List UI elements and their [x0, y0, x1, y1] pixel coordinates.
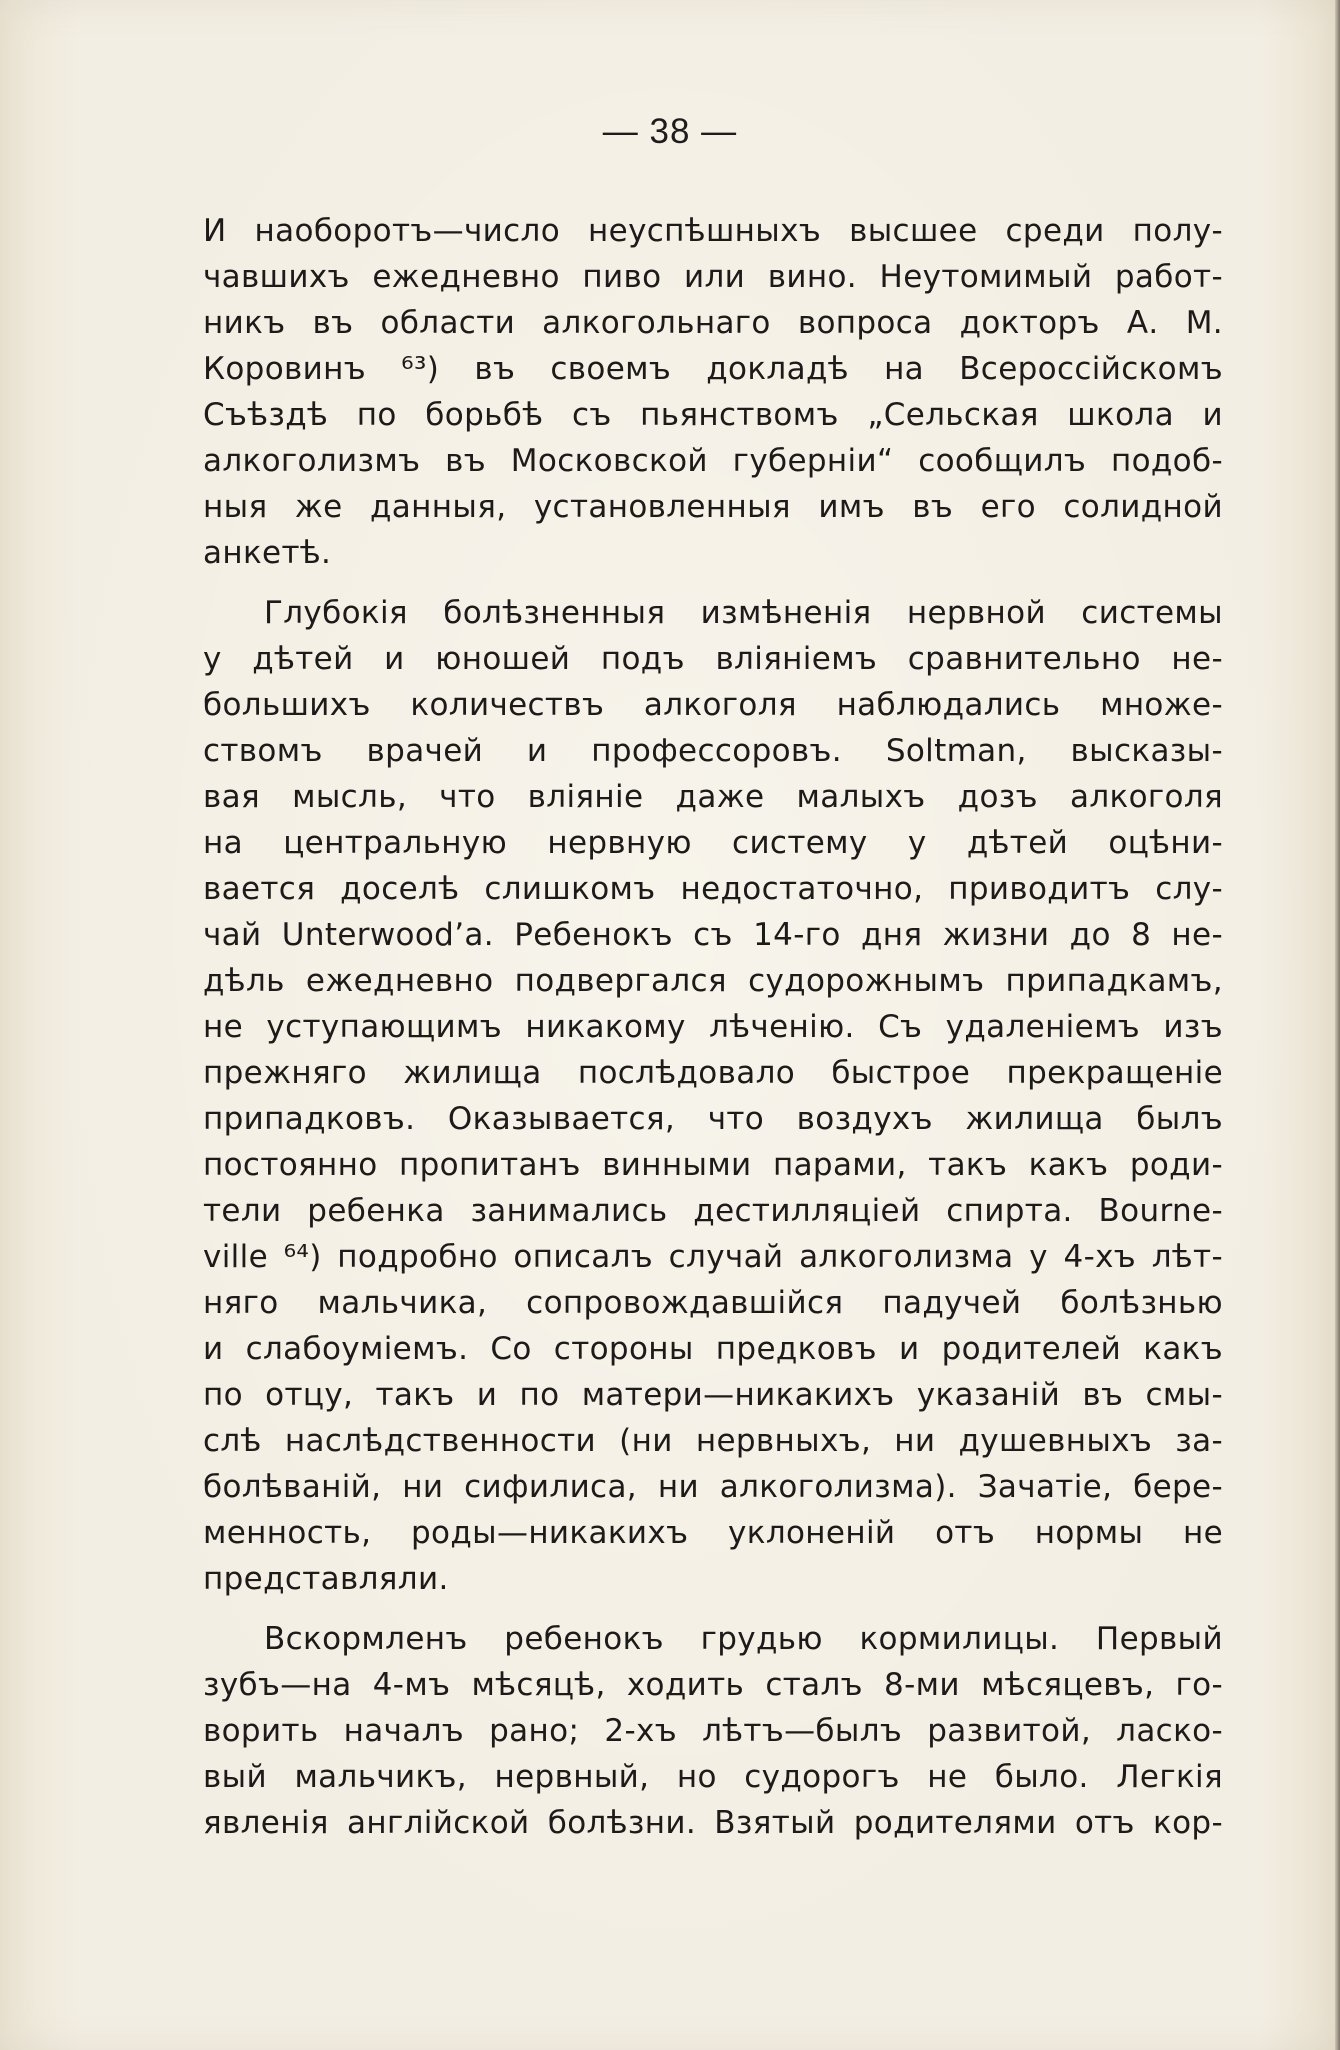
text-line: никъ въ области алкогольнаго вопроса докторъ А. М.: [203, 305, 1223, 341]
paragraph: [203, 208, 1223, 576]
text-line: и слабоуміемъ. Со стороны предковъ и родителей какъ: [203, 1331, 1223, 1367]
text-line: чай Unterwood’a. Ребенокъ съ 14-го дня жизни до 8 не-: [203, 917, 1223, 953]
text-line: большихъ количествъ алкоголя наблюдались множе-: [203, 687, 1223, 723]
text-line: Съѣздѣ по борьбѣ съ пьянствомъ „Сельская школа и: [203, 397, 1223, 433]
text-line: вая мысль, что вліяніе даже малыхъ дозъ алкоголя: [203, 779, 1223, 815]
text-line: слѣ наслѣдственности (ни нервныхъ, ни душевныхъ за-: [203, 1423, 1223, 1459]
body-text: [203, 208, 1223, 1846]
text-line: припадковъ. Оказывается, что воздухъ жилища былъ: [203, 1101, 1223, 1137]
text-line: алкоголизмъ въ Московской губерніи“ сообщилъ подоб-: [203, 443, 1223, 479]
page-number: — 38 —: [602, 112, 738, 151]
text-line: дѣль ежедневно подвергался судорожнымъ припадкамъ,: [203, 963, 1223, 999]
text-line: ворить началъ рано; 2-хъ лѣтъ—былъ развитой, ласко-: [203, 1713, 1223, 1749]
paragraph-spacing: [203, 1602, 1223, 1616]
paragraph: [203, 590, 1223, 1602]
text-line: чавшихъ ежедневно пиво или вино. Неутомимый работ-: [203, 259, 1223, 295]
text-line: ствомъ врачей и профессоровъ. Soltman, высказы-: [203, 733, 1223, 769]
page-edge-shadow: [1335, 0, 1340, 2050]
text-line: ныя же данныя, установленныя имъ въ его солидной: [203, 489, 1223, 525]
text-line: не уступающимъ никакому лѣченію. Съ удаленіемъ изъ: [203, 1009, 1223, 1045]
paragraph-spacing: [203, 576, 1223, 590]
text-line: явленія англійской болѣзни. Взятый родителями отъ кор-: [203, 1805, 1223, 1841]
text-line: постоянно пропитанъ винными парами, такъ какъ роди-: [203, 1147, 1223, 1183]
text-line: менность, роды—никакихъ уклоненій отъ нормы не: [203, 1515, 1223, 1551]
paragraph: [203, 1616, 1223, 1846]
text-line: Вскормленъ ребенокъ грудью кормилицы. Первый: [264, 1621, 1223, 1657]
text-line: тели ребенка занимались дестилляціей спирта. Bourne-: [203, 1193, 1223, 1229]
text-line: ville ⁶⁴) подробно описалъ случай алкоголизма у 4-хъ лѣт-: [203, 1239, 1223, 1275]
text-line: болѣваній, ни сифилиса, ни алкоголизма). Зачатіе, бере-: [203, 1469, 1223, 1505]
text-line: прежняго жилища послѣдовало быстрое прекращеніе: [203, 1055, 1223, 1091]
text-line: няго мальчика, сопровождавшійся падучей болѣзнью: [203, 1285, 1223, 1321]
text-line: по отцу, такъ и по матери—никакихъ указаній въ смы-: [203, 1377, 1223, 1413]
text-line: вается доселѣ слишкомъ недостаточно, приводитъ слу-: [203, 871, 1223, 907]
text-line: у дѣтей и юношей подъ вліяніемъ сравнительно не-: [203, 641, 1223, 677]
text-line: И наоборотъ—число неуспѣшныхъ высшее среди полу-: [203, 213, 1223, 249]
text-line: вый мальчикъ, нервный, но судорогъ не было. Легкія: [203, 1759, 1223, 1795]
text-line: Глубокія болѣзненныя измѣненія нервной системы: [264, 595, 1223, 631]
text-line: представляли.: [203, 1561, 449, 1597]
text-line: анкетѣ.: [203, 535, 332, 571]
text-line: зубъ—на 4-мъ мѣсяцѣ, ходить сталъ 8-ми мѣсяцевъ, го-: [203, 1667, 1223, 1703]
text-line: Коровинъ ⁶³) въ своемъ докладѣ на Всероссійскомъ: [203, 351, 1223, 387]
text-line: на центральную нервную систему у дѣтей оцѣни-: [203, 825, 1223, 861]
